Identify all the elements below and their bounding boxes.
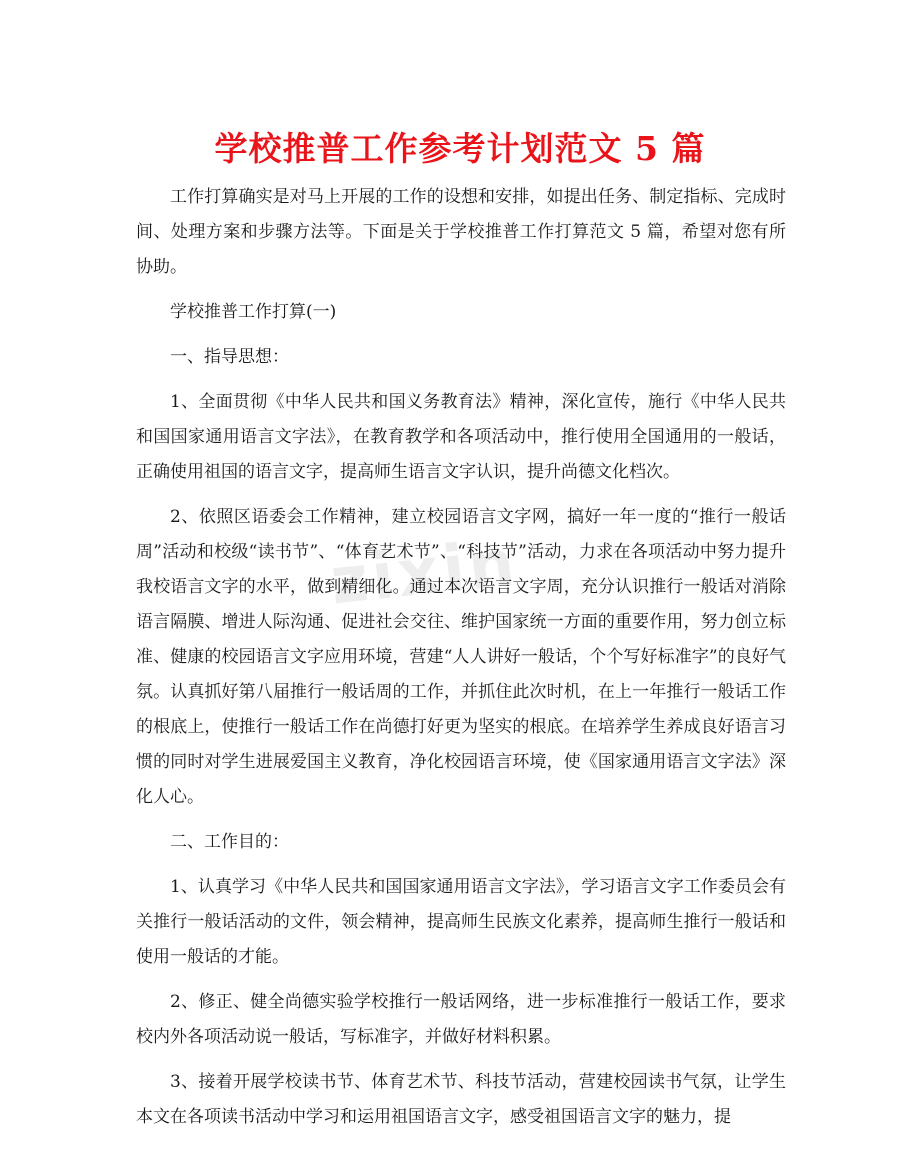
watermark: zixin xyxy=(327,526,522,620)
body-paragraph: 3、接着开展学校读书节、体育艺术节、科技节活动，营建校园读书气氛，让学生本文在各项读书活动中学习和运用祖国语言文字，感受祖国语言文字的魅力，提 xyxy=(136,1072,786,1127)
intro-paragraph: 工作打算确实是对马上开展的工作的设想和安排，如提出任务、制定指标、完成时间、处理方案和步骤方法等。下面是关于学校推普工作打算范文 5 篇，希望对您有所协助。 xyxy=(136,187,786,277)
body-paragraph: 1、全面贯彻《中华人民共和国义务教育法》精神，深化宣传，施行《中华人民共和国国家通用语言文字法》，在教育教学和各项活动中，推行使用全国通用的一般话，正确使用祖国的语言文字，提高师生语言文字认识，提升尚德文化档次。 xyxy=(136,392,786,482)
body-paragraph: 1、认真学习《中华人民共和国国家通用语言文字法》，学习语言文字工作委员会有关推行一般话活动的文件，领会精神，提高师生民族文化素养，提高师生推行一般话和使用一般话的才能。 xyxy=(136,877,786,967)
subsection-heading: 一、指导思想： xyxy=(170,347,289,367)
section-heading: 学校推普工作打算(一) xyxy=(170,302,337,322)
document-body xyxy=(136,180,786,1145)
body-paragraph: 2、修正、健全尚德实验学校推行一般话网络，进一步标准推行一般话工作，要求校内外各项活动说一般话，写标准字，并做好材料积累。 xyxy=(136,992,786,1047)
subsection-heading: 二、工作目的： xyxy=(170,832,289,852)
body-paragraph: 2、依照区语委会工作精神，建立校园语言文字网，搞好一年一度的“推行一般话周”活动和校级“读书节”、“体育艺术节”、“科技节”活动，力求在各项活动中努力提升我校语言文字的水平，做到精细化。通过本次语言文字周，充分认识推行一般话对消除语言隔膜、增进人际沟通、促进社会交往、维护国家统一方面的重要作用，努力创立标准、健康的校园语言文字应用环境，营建“人人讲好一般话，个个写好标准字”的良好气氛。认真抓好第八届推行一般话周的工作，并抓住此次时机，在上一年推行一般话工作的根底上，使推行一般话工作在尚德打好更为坚实的根底。在培养学生养成良好语言习惯的同时对学生进展爱国主义教育，净化校园语言环境，使《国家通用语言文字法》深化人心。 xyxy=(136,507,786,807)
document-title: 学校推普工作参考计划范文 5 篇 xyxy=(214,129,706,168)
